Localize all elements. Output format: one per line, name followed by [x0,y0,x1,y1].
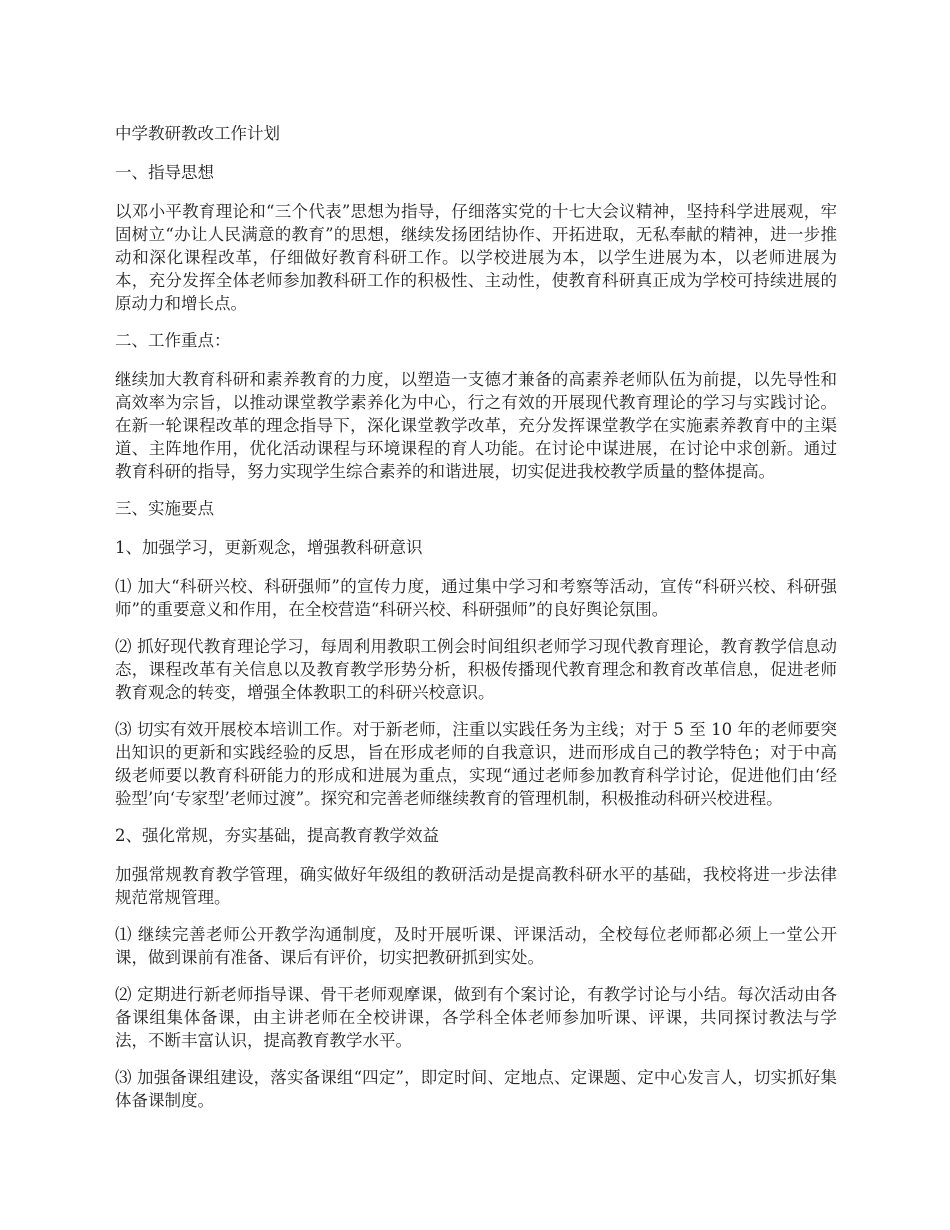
list-item: ⑴ 继续完善老师公开教学沟通制度，及时开展听课、评课活动，全校每位老师都必须上一堂公开课，做到课前有准备、课后有评价，切实把教研抓到实处。 [115,925,837,967]
list-item: ⑶ 加强备课组建设，落实备课组“四定”，即定时间、定地点、定课题、定中心发言人，切实抓好集体备课制度。 [115,1068,837,1110]
section-heading-guiding-thought: 一、指导思想 [115,163,214,182]
list-item: ⑵ 抓好现代教育理论学习，每周利用教职工例会时间组织老师学习现代教育理论，教育教学信息动态，课程改革有关信息以及教育教学形势分析，积极传播现代教育理念和教育改革信息，促进老师教育观念的转变，增强全体教职工的科研兴校意识。 [115,637,837,702]
section-heading-implementation: 三、实施要点 [115,499,214,518]
list-item: ⑴ 加大“科研兴校、科研强师”的宣传力度，通过集中学习和考察等活动，宣传“科研兴校、科研强师”的重要意义和作用，在全校营造“科研兴校、科研强师”的良好舆论氛围。 [115,577,837,619]
paragraph: 继续加大教育科研和素养教育的力度，以塑造一支德才兼备的高素养老师队伍为前提，以先导性和高效率为宗旨，以推动课堂教学素养化为中心，行之有效的开展现代教育理论的学习与实践讨论。在新一轮课程改革的理念指导下，深化课堂教学改革，充分发挥课堂教学在实施素养教育中的主渠道、主阵地作用，优化活动课程与环境课程的育人功能。在讨论中谋进展，在讨论中求创新。通过教育科研的指导，努力实现学生综合素养的和谐进展，切实促进我校教学质量的整体提高。 [115,370,837,481]
section-heading-work-focus: 二、工作重点： [115,331,231,350]
document-page [115,122,837,1126]
subsection-heading-learning: 1、加强学习，更新观念，增强教科研意识 [115,538,423,557]
list-item: ⑵ 定期进行新老师指导课、骨干老师观摩课，做到有个案讨论，有教学讨论与小结。每次活动由各备课组集体备课，由主讲老师在全校讲课，各学科全体老师参加听课、评课，共同探讨教法与学法，不断丰富认识，提高教育教学水平。 [115,985,837,1050]
paragraph: 以邓小平教育理论和“三个代表”思想为指导，仔细落实党的十七大会议精神，坚持科学进展观，牢固树立“办让人民满意的教育”的思想，继续发扬团结协作、开拓进取，无私奉献的精神，进一步推动和深化课程改革，仔细做好教育科研工作。以学校进展为本，以学生进展为本，以老师进展为本，充分发挥全体老师参加教科研工作的积极性、主动性，使教育科研真正成为学校可持续进展的原动力和增长点。 [115,202,837,313]
subsection-heading-routine: 2、强化常规，夯实基础，提高教育教学效益 [115,826,439,845]
paragraph: 加强常规教育教学管理，确实做好年级组的教研活动是提高教科研水平的基础，我校将进一步法律规范常规管理。 [115,865,837,907]
list-item: ⑶ 切实有效开展校本培训工作。对于新老师，注重以实践任务为主线；对于 5 至 10 年的老师要突出知识的更新和实践经验的反思，旨在形成老师的自我意识，进而形成自己的教学特色；对于中高级老师要以教育科研能力的形成和进展为重点，实现“通过老师参加教育科学讨论，促进他们由‘经验型’向‘专家型’老师过渡”。探究和完善老师继续教育的管理机制，积极推动科研兴校进程。 [115,720,837,808]
document-title: 中学教研教改工作计划 [115,124,280,143]
